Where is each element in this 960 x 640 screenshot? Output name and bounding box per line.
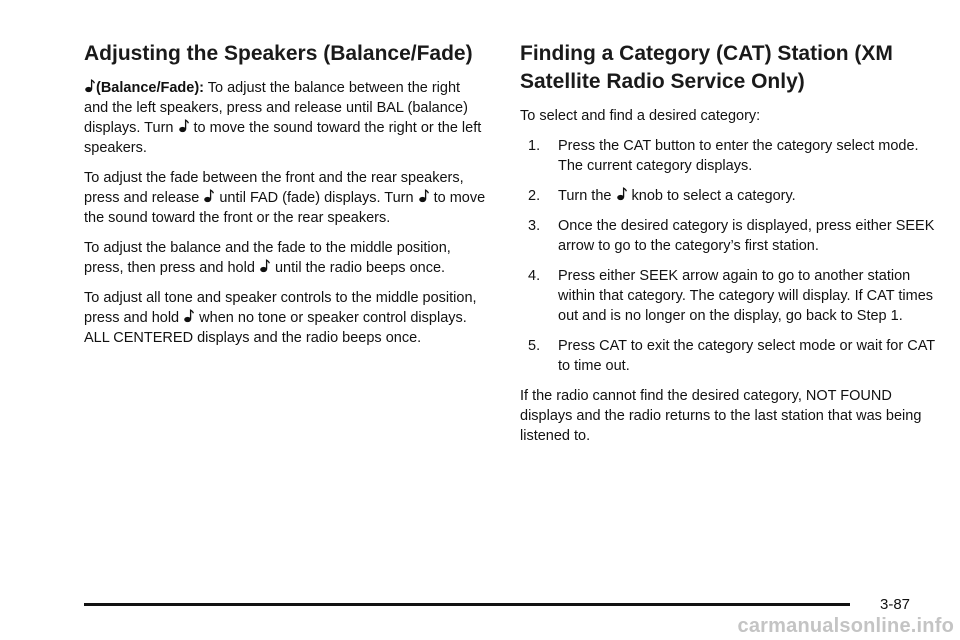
category-outro: If the radio cannot find the desired category, NOT FOUND displays and the radio returns to the last station that was being listened to. bbox=[520, 388, 922, 444]
speakers-heading: Adjusting the Speakers (Balance/Fade) bbox=[84, 42, 473, 65]
list-item: 5. Press CAT to exit the category select mode or wait for CAT to time out. bbox=[528, 338, 935, 374]
list-item: 3. Once the desired category is displayed, press either SEEK arrow to go to the category’s first station. bbox=[528, 218, 935, 254]
page-number: 3-87 bbox=[880, 596, 911, 613]
tune-knob-icon bbox=[85, 79, 95, 93]
balance-fade-label: (Balance/Fade): bbox=[96, 80, 204, 96]
tune-knob-icon bbox=[260, 259, 270, 273]
list-item: 2. Turn the knob to select a category. bbox=[528, 188, 796, 204]
tune-knob-icon bbox=[184, 309, 194, 323]
tune-knob-icon bbox=[204, 189, 214, 203]
tune-knob-icon bbox=[617, 187, 627, 201]
category-heading: Finding a Category (CAT) Station (XM Satellite Radio Service Only) bbox=[520, 42, 893, 93]
balance-paragraph: (Balance/Fade): To adjust the balance between the right and the left speakers, press and release until BAL (balance) displays. Turn to move the sound toward the right or the left speakers. bbox=[84, 80, 482, 156]
tune-knob-icon bbox=[419, 189, 429, 203]
left-column bbox=[84, 40, 488, 358]
fade-paragraph: To adjust the fade between the front and the rear speakers, press and release until FAD (fade) displays. Turn to move the sound toward the front or the rear speakers. bbox=[84, 170, 486, 226]
list-item: 4. Press either SEEK arrow again to go to another station within that category. The category will display. If CAT times out and is no longer on the display, go back to Step 1. bbox=[528, 268, 934, 324]
footer-rule bbox=[84, 603, 850, 606]
all-centered-paragraph: To adjust all tone and speaker controls to the middle position, press and hold when no tone or speaker control displays. ALL CENTERED displays and the radio beeps once. bbox=[84, 290, 477, 346]
right-column bbox=[520, 40, 940, 456]
category-steps bbox=[520, 136, 940, 376]
category-intro: To select and find a desired category: bbox=[520, 108, 761, 124]
tune-knob-icon bbox=[179, 119, 189, 133]
middle-position-paragraph: To adjust the balance and the fade to the middle position, press, then press and hold until the radio beeps once. bbox=[84, 240, 451, 276]
watermark: carmanualsonline.info bbox=[737, 615, 954, 637]
list-item: 1. Press the CAT button to enter the category select mode. The current category displays. bbox=[528, 138, 919, 174]
